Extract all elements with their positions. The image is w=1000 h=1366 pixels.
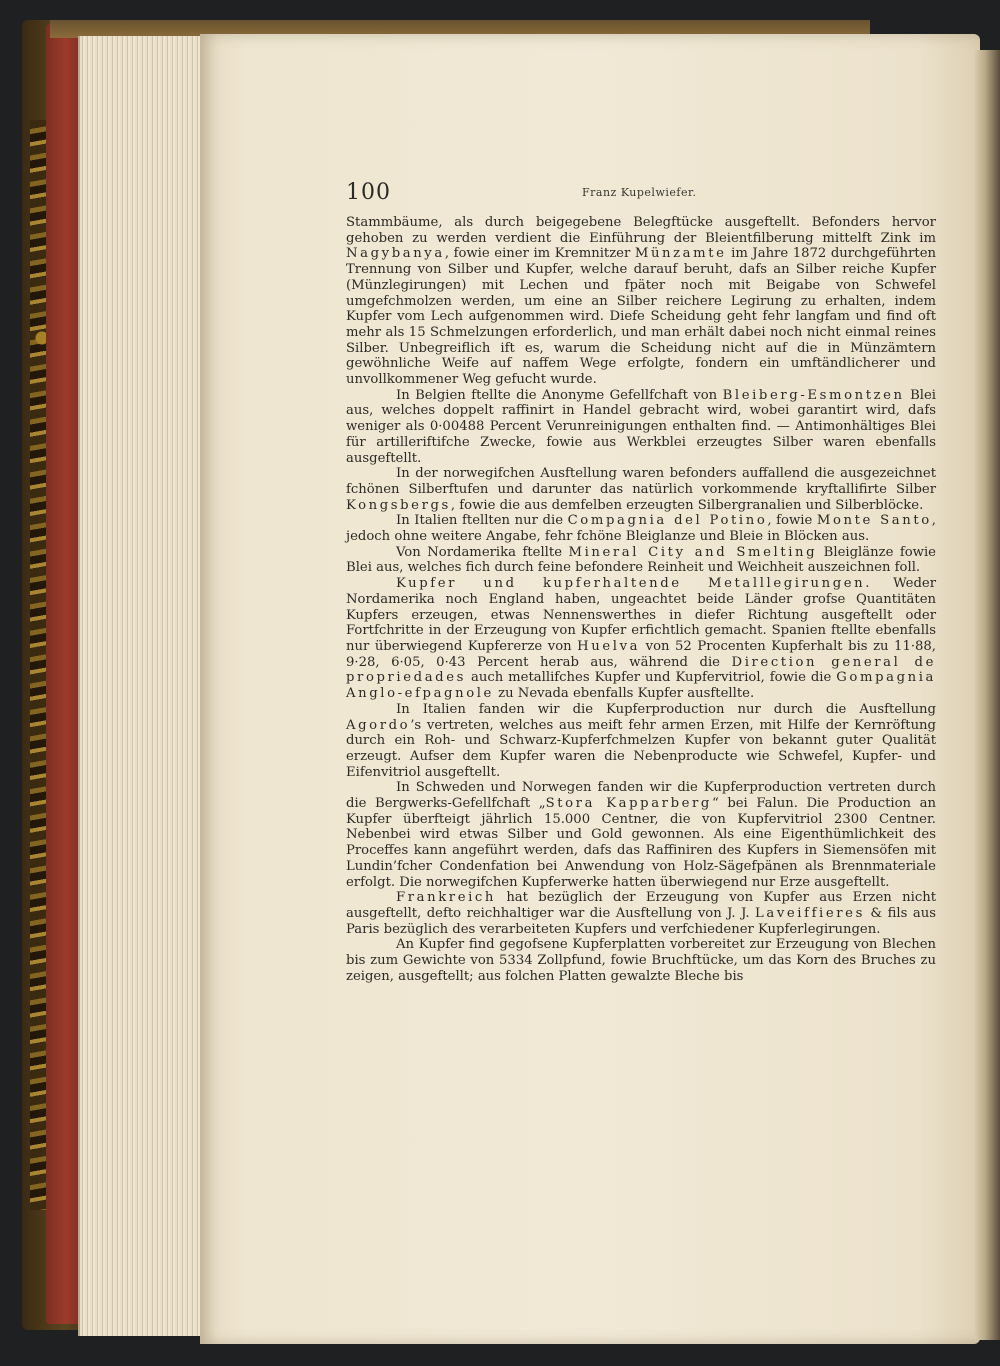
paragraph [346,702,936,781]
paragraph [346,466,936,513]
paragraph [346,937,936,984]
paragraph-text: . Weder Nordamerika noch England haben, ungeachtet beide Länder grofse Quantitäten Kupfers erzeugen, etwas Nennenswerthes in diefer Richtung ausgeftellt oder Fortfchritte in der Erzeugung von Kupfer erfichtlich gemacht. Spanien ftellte ebenfalls nur überwiegend Kupfererze von [346,576,937,654]
page-edges [78,36,215,1336]
paragraph-text: Blei aus, welches doppelt raffinirt in Handel gebracht wird, wobei garantirt wird, dafs weniger als 0·00488 Percent Verunreinigungen enthalten find. — Antimonhältiges Blei für artilleriftifche Zwecke, fowie aus Werkblei erzeugtes Silber waren ebenfalls ausgeftellt. [346,387,936,466]
paragraph-text: , fowie die aus demfelben erzeugten Silbergranalien und Silberblöcke. [450,497,924,513]
paragraph-text: hat bezüglich der Erzeugung von Kupfer aus Erzen nicht ausgeftellt, defto reichhaltiger war die Ausftellung von J. J. [346,890,936,921]
emphasized-text: Nagybanya [346,246,445,262]
body-text [346,215,936,984]
emphasized-text: Bleiberg-Esmontzen [722,387,905,403]
paragraph-text: Stammbäume, als durch beigegebene Belegftücke ausgeftellt. Befonders hervor gehoben zu werden verdient die Einführung der Bleientfilberung mittelft Zink im [346,215,936,246]
emphasized-text: Kongsbergs [346,497,451,513]
paragraph-text: Von Nordamerika ftellte [396,544,569,560]
page-header [346,180,936,210]
paragraph [346,890,936,937]
page-number: 100 [346,180,391,205]
paragraph-text: In Schweden und Norwegen fanden wir die Kupferproduction vertreten durch die Bergwerks-Gefellfchaft „ [346,780,936,812]
paragraph-text: , fowie [767,513,817,529]
paragraph [346,513,936,544]
emphasized-text: Kupfer und kupferhaltende Metalllegirungen [396,576,866,592]
paragraph [346,780,936,890]
emphasized-text: Huelva [577,638,641,654]
paragraph-text: In Belgien ftellte die Anonyme Gefellfchaft von [396,387,723,403]
paragraph-text: Bleiglänze fowie Blei aus, welches fich durch feine befondere Reinheit und Weichheit auszeichnen foll. [346,544,936,576]
emphasized-text: Monte Santo [816,513,932,529]
emphasized-text: Mineral City and Smelting [568,544,818,560]
paragraph-text: , jedoch ohne weitere Angabe, fehr fchöne Bleiglanze und Bleie in Blöcken aus. [346,513,936,545]
paragraph-text: von 52 Procenten Kupferhalt bis zu 11·88, 9·28, 6·05, 0·43 Percent herab aus, während die [346,638,936,670]
paragraph-text: im Jahre 1872 durchgeführten Trennung von Silber und Kupfer, welche darauf beruht, dafs an Silber reiche Kupfer (Münzlegirungen) mit Lechen und fpäter noch mit Beigabe von Schwefel umgefchmolzen werden, um eine an Silber reichere Legirung zu erhalten, indem Kupfer vom Lech aufgenommen wird. Diefe Scheidung geht fehr langfam und find oft mehr als 15 Schmelzungen erforderlich, und man erhält dabei noch nicht einmal reines Silber. Unbegreiflich ift es, warum die Scheidung nicht auf die in Münzämtern gewöhnliche Weife auf naffem Wege erfolgte, fondern ein umftändlicherer und unvollkommener Weg gefucht wurde. [346,246,936,388]
paragraph-text: ’s vertreten, welches aus meift fehr armen Erzen, mit Hilfe der Kernröftung durch ein Roh- und Schwarz-Kupferfchmelzen Kupfer von bekannt guter Qualität erzeugt. Aufser dem Kupfer waren die Nebenproducte wie Schwefel, Kupfer- und Eifenvitriol ausgeftellt. [346,717,936,780]
running-head: Franz Kupelwiefer. [582,186,697,199]
emphasized-text: Compagnia del Potino [567,513,768,529]
paragraph-text: auch metallifches Kupfer und Kupfervitriol, fowie die [465,670,837,686]
paragraph [346,576,936,702]
paragraph [346,388,936,467]
paragraph-text: “ bei Falun. Die Production an Kupfer überfteigt jährlich 15.000 Centner, die von Kupfervitriol 2300 Centner. Nebenbei wird etwas Silber und Gold gewonnen. Als eine Eigenthümlichkeit des Proceffes kann angeführt werden, dafs das Raffiniren des Kupfers in Siemensöfen mit Lundin’fcher Condenfation bei Anwendung von Holz-Sägefpänen als Brennmateriale erfolgt. Die norwegifchen Kupferwerke hatten überwiegend nur Erze ausgeftellt. [346,796,936,890]
paragraph [346,215,936,388]
emphasized-text: Münzamte [634,246,727,262]
emphasized-text: Laveiffieres [755,905,865,921]
paragraph-text: In Italien fanden wir die Kupferproduction nur durch die Ausftellung [396,701,936,717]
paragraph-text: In Italien ftellten nur die [396,513,568,529]
paragraph [346,545,936,576]
paragraph-text: In der norwegifchen Ausftellung waren befonders auffallend die ausgezeichnet fchönen Silberftufen und darunter das natürlich vorkommende kryftallifirte Silber [346,466,936,497]
paragraph-text: An Kupfer find gegofsene Kupferplatten vorbereitet zur Erzeugung von Blechen bis zum Gewichte von 5334 Zollpfund, fowie Bruchftücke, um das Korn des Bruches zu zeigen, ausgeftellt; aus folchen Platten gewalzte Bleche bis [346,937,936,984]
paragraph-text: , fowie einer im Kremnitzer [444,246,635,262]
paragraph-text: & fils aus Paris bezüglich des verarbeiteten Kupfers und verfchiedener Kupferlegirungen. [346,905,936,937]
emphasized-text: Agordo [346,717,411,733]
emphasized-text: Gompagnia Anglo-efpagnole [346,670,936,702]
emphasized-text: Frankreich [396,890,497,906]
page-right-edge [975,50,1000,1340]
emphasized-text: Stora Kapparberg [545,796,712,812]
emphasized-text: Direction general de propriedades [346,654,936,686]
paragraph-text: zu Nevada ebenfalls Kupfer ausftellte. [493,686,755,702]
